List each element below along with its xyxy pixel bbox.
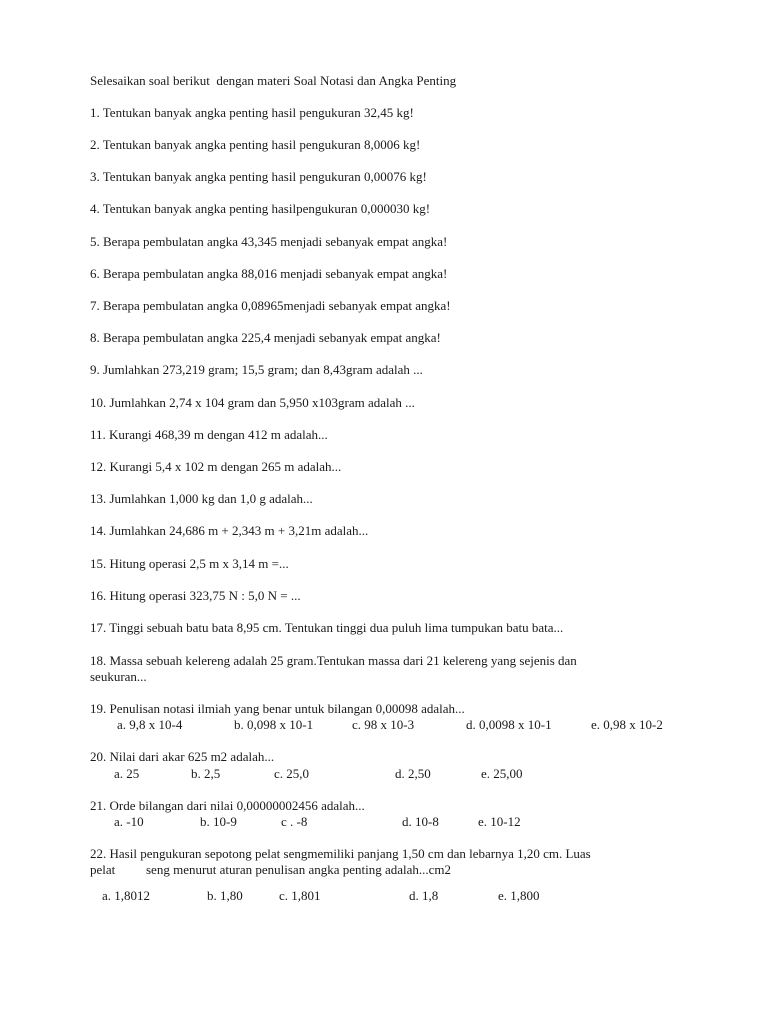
question-1: 1. Tentukan banyak angka penting hasil pengukuran 32,45 kg! <box>90 105 414 120</box>
question-2: 2. Tentukan banyak angka penting hasil pengukuran 8,0006 kg! <box>90 137 421 152</box>
question-17: 17. Tinggi sebuah batu bata 8,95 cm. Tentukan tinggi dua puluh lima tumpukan batu bata... <box>90 620 564 635</box>
question-13: 13. Jumlahkan 1,000 kg dan 1,0 g adalah... <box>90 491 313 506</box>
question-18-line-2: seukuran... <box>90 669 147 684</box>
question-22-line-2b: seng menurut aturan penulisan angka penting adalah...cm2 <box>146 862 452 877</box>
question-6: 6. Berapa pembulatan angka 88,016 menjadi sebanyak empat angka! <box>90 266 448 281</box>
question-22-option-d: d. 1,8 <box>409 888 439 903</box>
question-8: 8. Berapa pembulatan angka 225,4 menjadi sebanyak empat angka! <box>90 330 441 345</box>
question-21-option-b: b. 10-9 <box>200 814 237 829</box>
question-11: 11. Kurangi 468,39 m dengan 412 m adalah... <box>90 427 328 442</box>
question-18-line-1: 18. Massa sebuah kelereng adalah 25 gram.Tentukan massa dari 21 kelereng yang sejenis dan <box>90 653 577 668</box>
question-5: 5. Berapa pembulatan angka 43,345 menjadi sebanyak empat angka! <box>90 234 448 249</box>
question-21-option-c: c . -8 <box>281 814 308 829</box>
question-21-option-d: d. 10-8 <box>402 814 439 829</box>
question-9: 9. Jumlahkan 273,219 gram; 15,5 gram; dan 8,43gram adalah ... <box>90 362 423 377</box>
question-22-line-1: 22. Hasil pengukuran sepotong pelat sengmemiliki panjang 1,50 cm dan lebarnya 1,20 cm. Luas <box>90 846 591 861</box>
question-19-option-e: e. 0,98 x 10-2 <box>591 717 663 732</box>
question-7: 7. Berapa pembulatan angka 0,08965menjadi sebanyak empat angka! <box>90 298 451 313</box>
question-20: 20. Nilai dari akar 625 m2 adalah... <box>90 749 275 764</box>
question-20-option-b: b. 2,5 <box>191 766 221 781</box>
question-20-option-e: e. 25,00 <box>481 766 523 781</box>
intro-text: Selesaikan soal berikut dengan materi Soal Notasi dan Angka Penting <box>90 73 457 88</box>
question-20-option-c: c. 25,0 <box>274 766 310 781</box>
question-20-option-d: d. 2,50 <box>395 766 431 781</box>
question-21: 21. Orde bilangan dari nilai 0,00000002456 adalah... <box>90 798 365 813</box>
question-21-option-a: a. -10 <box>114 814 144 829</box>
question-19-option-a: a. 9,8 x 10-4 <box>117 717 183 732</box>
question-16: 16. Hitung operasi 323,75 N : 5,0 N = ... <box>90 588 301 603</box>
question-3: 3. Tentukan banyak angka penting hasil pengukuran 0,00076 kg! <box>90 169 427 184</box>
question-19-option-c: c. 98 x 10-3 <box>352 717 415 732</box>
question-12: 12. Kurangi 5,4 x 102 m dengan 265 m adalah... <box>90 459 342 474</box>
question-22-option-e: e. 1,800 <box>498 888 540 903</box>
question-22-option-a: a. 1,8012 <box>102 888 151 903</box>
question-14: 14. Jumlahkan 24,686 m + 2,343 m + 3,21m adalah... <box>90 523 369 538</box>
question-10: 10. Jumlahkan 2,74 x 104 gram dan 5,950 x103gram adalah ... <box>90 395 415 410</box>
question-22-line-2a: pelat <box>90 862 116 877</box>
question-22-option-c: c. 1,801 <box>279 888 321 903</box>
question-21-option-e: e. 10-12 <box>478 814 521 829</box>
question-19-option-d: d. 0,0098 x 10-1 <box>466 717 552 732</box>
question-22-option-b: b. 1,80 <box>207 888 243 903</box>
question-19-option-b: b. 0,098 x 10-1 <box>234 717 314 732</box>
question-15: 15. Hitung operasi 2,5 m x 3,14 m =... <box>90 556 289 571</box>
question-19: 19. Penulisan notasi ilmiah yang benar untuk bilangan 0,00098 adalah... <box>90 701 465 716</box>
question-4: 4. Tentukan banyak angka penting hasilpengukuran 0,000030 kg! <box>90 201 431 216</box>
question-20-option-a: a. 25 <box>114 766 140 781</box>
